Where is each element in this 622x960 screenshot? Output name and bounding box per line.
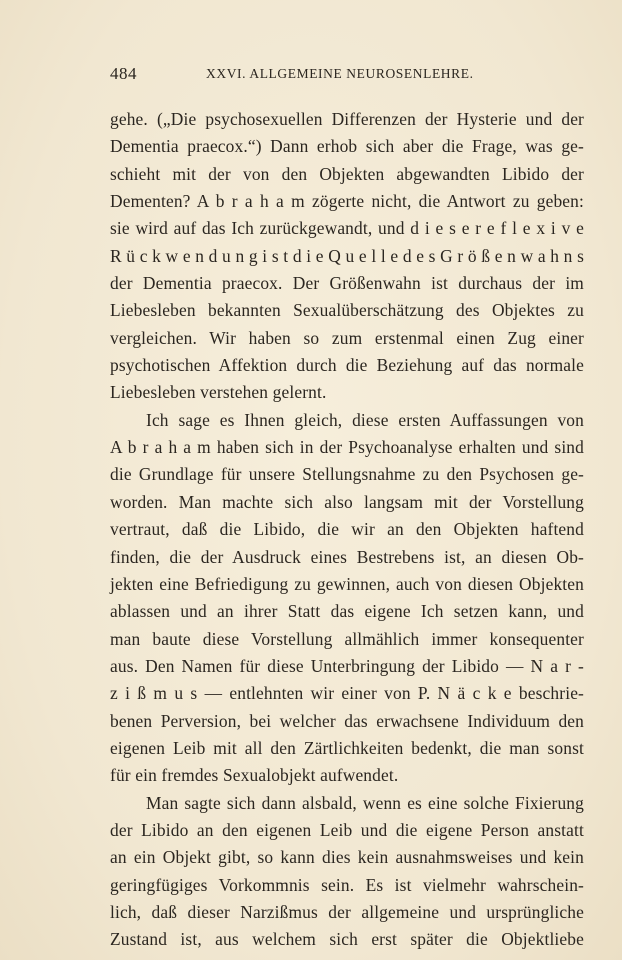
page-number: 484: [110, 64, 137, 83]
text-line: eigenen Leib mit all den Zärtlichkeiten bedenkt, die man sonst: [110, 737, 584, 758]
text-line: schieht mit der von den Objekten abgewandten Libido der: [110, 163, 584, 184]
text-line: finden, die der Ausdruck eines Bestrebens ist, an diesen Ob-: [110, 546, 584, 567]
text-line: R ü c k w e n d u n g i s t d i e Q u e l l e d e s G r ö ß e n w a h n s: [110, 245, 584, 266]
text-line: worden. Man machte sich also langsam mit der Vorstellung: [110, 491, 584, 512]
page-header: [110, 64, 584, 88]
text-line: man baute diese Vorstellung allmählich immer konsequenter: [110, 628, 584, 649]
text-line: die Grundlage für unsere Stellungsnahme zu den Psychosen ge-: [110, 464, 584, 485]
text-line: der Dementia praecox. Der Größenwahn ist durchaus der im: [110, 273, 584, 294]
text-line: Man sagte sich dann alsbald, wenn es eine solche Fixierung: [146, 792, 584, 813]
text-line: benen Perversion, bei welcher das erwachsene Individuum den: [110, 710, 584, 731]
text-line: Liebesleben bekannten Sexualüberschätzung des Objektes zu: [110, 300, 584, 321]
text-line: sie wird auf das Ich zurückgewandt, und d i e s e r e f l e x i v e: [110, 218, 584, 239]
text-line: Dementen? A b r a h a m zögerte nicht, die Antwort zu geben:: [110, 191, 584, 212]
text-line: Zustand ist, aus welchem sich erst später die Objektliebe: [110, 929, 584, 950]
text-line: Liebesleben verstehen gelernt.: [110, 382, 327, 403]
text-line: geringfügiges Vorkommnis sein. Es ist vielmehr wahrschein-: [110, 874, 584, 895]
text-line: vergleichen. Wir haben so zum erstenmal einen Zug einer: [110, 327, 584, 348]
text-line: lich, daß dieser Narzißmus der allgemeine und ursprüngliche: [110, 901, 584, 922]
text-line: z i ß m u s — entlehnten wir einer von P. N ä c k e beschrie-: [110, 683, 584, 704]
text-line: aus. Den Namen für diese Unterbringung der Libido — N a r -: [110, 655, 584, 676]
running-head: XXVI. ALLGEMEINE NEUROSENLEHRE.: [206, 66, 474, 81]
text-line: für ein fremdes Sexualobjekt aufwendet.: [110, 765, 399, 786]
text-line: der Libido an den eigenen Leib und die eigene Person anstatt: [110, 819, 584, 840]
text-line: psychotischen Affektion durch die Beziehung auf das normale: [110, 355, 584, 376]
text-line: an ein Objekt gibt, so kann dies kein ausnahmsweises und kein: [110, 847, 584, 868]
text-line: gehe. („Die psychosexuellen Differenzen der Hysterie und der: [110, 109, 584, 129]
body-text: [110, 106, 584, 954]
text-line: Ich sage es Ihnen gleich, diese ersten Auffassungen von: [146, 409, 584, 430]
text-line: ablassen und an ihrer Statt das eigene Ich setzen kann, und: [110, 601, 584, 622]
text-line: jekten eine Befriedigung zu gewinnen, auch von diesen Objekten: [110, 573, 584, 594]
text-line: Dementia praecox.“) Dann erhob sich aber die Frage, was ge-: [110, 136, 584, 157]
text-line: vertraut, daß die Libido, die wir an den Objekten haftend: [110, 519, 584, 540]
text-line: A b r a h a m haben sich in der Psychoanalyse erhalten und sind: [110, 437, 584, 458]
